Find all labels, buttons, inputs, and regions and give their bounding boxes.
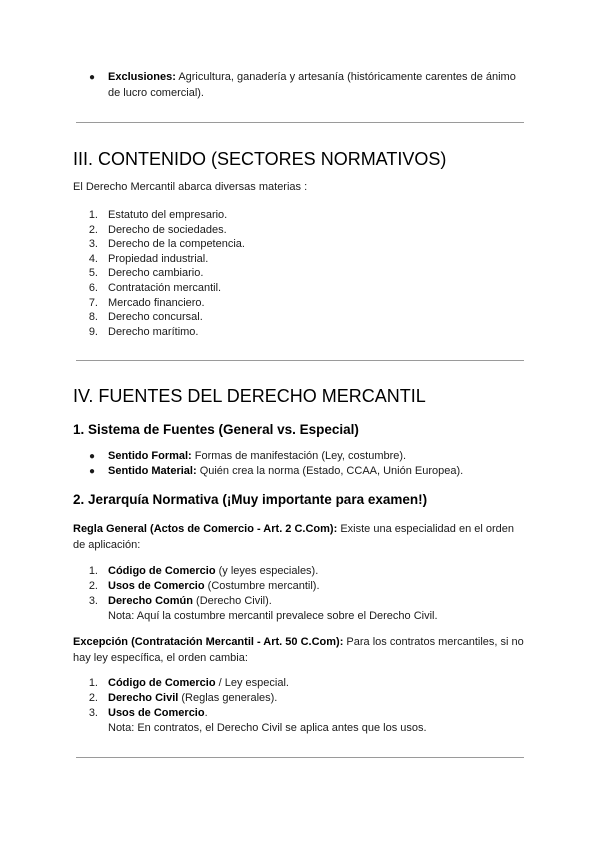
exclusions-label: Exclusiones: [108, 71, 176, 83]
list-number: 1. [88, 565, 98, 577]
divider [76, 360, 524, 361]
bullet-dot: ● [89, 451, 96, 462]
bullet-item [108, 464, 463, 479]
bullet-dot: ● [89, 466, 96, 477]
list-item: Derecho de sociedades. [108, 223, 227, 236]
section-3-heading: III. CONTENIDO (SECTORES NORMATIVOS) [73, 149, 447, 169]
list-item-text: / Ley especial. [218, 677, 289, 689]
list-number: 3. [88, 707, 98, 719]
exception-text: Para los contratos mercantiles, si no [346, 636, 524, 648]
list-item-label: Usos de Comercio [108, 580, 205, 592]
list-item-text: . [204, 707, 208, 719]
rule-label: Regla General (Actos de Comercio - Art. 2 C.Com): [73, 523, 338, 535]
list-item: Estatuto del empresario. [108, 209, 228, 221]
exclusions-item [108, 70, 528, 85]
list-item [108, 691, 277, 706]
list-number: 5. [88, 267, 98, 280]
section-4-heading: IV. FUENTES DEL DERECHO MERCANTIL [73, 386, 426, 406]
list-item: Mercado financiero. [108, 296, 205, 309]
list-item-label: Código de Comercio [108, 565, 216, 577]
list-item [108, 676, 289, 691]
list-item: Propiedad industrial. [108, 252, 209, 265]
list-item: Derecho marítimo. [108, 325, 199, 338]
bullet-text: Formas de manifestación (Ley, costumbre). [194, 450, 407, 462]
bullet-label: Sentido Material: [108, 465, 197, 477]
list-item: Derecho de la competencia. [108, 238, 245, 251]
list-item: Contratación mercantil. [108, 282, 222, 294]
rule-paragraph [73, 522, 533, 537]
section-3-intro: El Derecho Mercantil abarca diversas materias : [73, 181, 308, 193]
exception-paragraph [73, 635, 533, 650]
list-item [108, 594, 272, 609]
divider [76, 122, 524, 123]
bullet-dot: ● [89, 72, 96, 83]
list-item-label: Código de Comercio [108, 677, 216, 689]
list-item-label: Derecho Civil [108, 692, 179, 704]
list-item: Derecho cambiario. [108, 267, 204, 280]
exception-label: Excepción (Contratación Mercantil - Art. 50 C.Com): [73, 636, 344, 648]
bullet-label: Sentido Formal: [108, 450, 192, 462]
list-item-text: (Derecho Civil). [196, 595, 272, 607]
rule-text-cont: de aplicación: [73, 539, 141, 551]
list-item-text: (Costumbre mercantil). [207, 580, 320, 592]
list-item-label: Derecho Común [108, 595, 193, 607]
exception-text-cont: hay ley específica, el orden cambia: [73, 652, 248, 664]
list-item [108, 579, 320, 594]
list-number: 2. [88, 580, 98, 592]
list-item-text: (Reglas generales). [181, 692, 278, 704]
subsection-1-heading: 1. Sistema de Fuentes (General vs. Especial) [73, 422, 359, 437]
list-number: 1. [88, 677, 98, 689]
list-number: 8. [88, 311, 98, 324]
exclusions-text: Agricultura, ganadería y artesanía (históricamente carentes de ánimo [178, 71, 516, 83]
list-number: 9. [88, 325, 98, 338]
list-number: 2. [88, 692, 98, 704]
subsection-2-heading: 2. Jerarquía Normativa (¡Muy importante para examen!) [73, 492, 428, 507]
list-number: 4. [88, 252, 98, 265]
list-item-text: (y leyes especiales). [218, 565, 319, 577]
bullet-text: Quién crea la norma (Estado, CCAA, Unión Europea). [199, 465, 464, 477]
rule-text: Existe una especialidad en el orden [340, 523, 515, 535]
list-number: 3. [88, 595, 98, 607]
list-item [108, 706, 208, 721]
list-number: 1. [88, 209, 98, 221]
divider [76, 757, 524, 758]
exclusions-text-cont: de lucro comercial). [108, 87, 204, 99]
list-number: 6. [88, 282, 98, 294]
list-item: Derecho concursal. [108, 311, 203, 324]
bullet-item [108, 449, 406, 464]
list-number: 2. [88, 223, 98, 236]
list-number: 7. [88, 296, 98, 309]
list-number: 3. [88, 238, 98, 251]
list-item [108, 564, 318, 579]
exception-note: Nota: En contratos, el Derecho Civil se aplica antes que los usos. [108, 722, 427, 734]
rule-note: Nota: Aquí la costumbre mercantil prevalece sobre el Derecho Civil. [108, 610, 438, 622]
list-item-label: Usos de Comercio [108, 707, 205, 719]
